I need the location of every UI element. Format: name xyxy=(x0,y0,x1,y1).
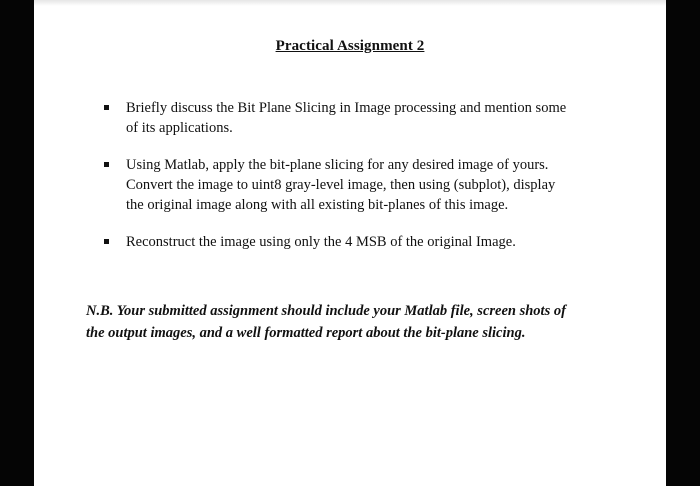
page-title: Practical Assignment 2 xyxy=(275,38,425,54)
submission-note xyxy=(86,300,646,344)
task-2-line-2: Convert the image to uint8 gray-level image, then using (subplot), display xyxy=(126,177,556,193)
task-item-2 xyxy=(104,155,624,215)
note-line-1: N.B. Your submitted assignment should include your Matlab file, screen shots of xyxy=(86,303,566,319)
square-bullet-icon xyxy=(104,105,109,110)
square-bullet-icon xyxy=(104,162,109,167)
task-2-line-3: the original image along with all existing bit-planes of this image. xyxy=(126,197,509,213)
right-dark-border xyxy=(666,0,700,486)
top-shadow xyxy=(34,0,666,6)
task-1-line-2: of its applications. xyxy=(126,120,233,136)
task-2-line-1: Using Matlab, apply the bit-plane slicing for any desired image of yours. xyxy=(126,157,549,173)
task-item-1 xyxy=(104,98,624,138)
task-item-3 xyxy=(104,232,624,252)
task-1-line-1: Briefly discuss the Bit Plane Slicing in Image processing and mention some xyxy=(126,100,567,116)
left-dark-border xyxy=(0,0,34,486)
note-line-2: the output images, and a well formatted report about the bit-plane slicing. xyxy=(86,325,526,341)
assignment-task-list xyxy=(104,98,624,269)
square-bullet-icon xyxy=(104,239,109,244)
task-3-line-1: Reconstruct the image using only the 4 MSB of the original Image. xyxy=(126,234,516,250)
